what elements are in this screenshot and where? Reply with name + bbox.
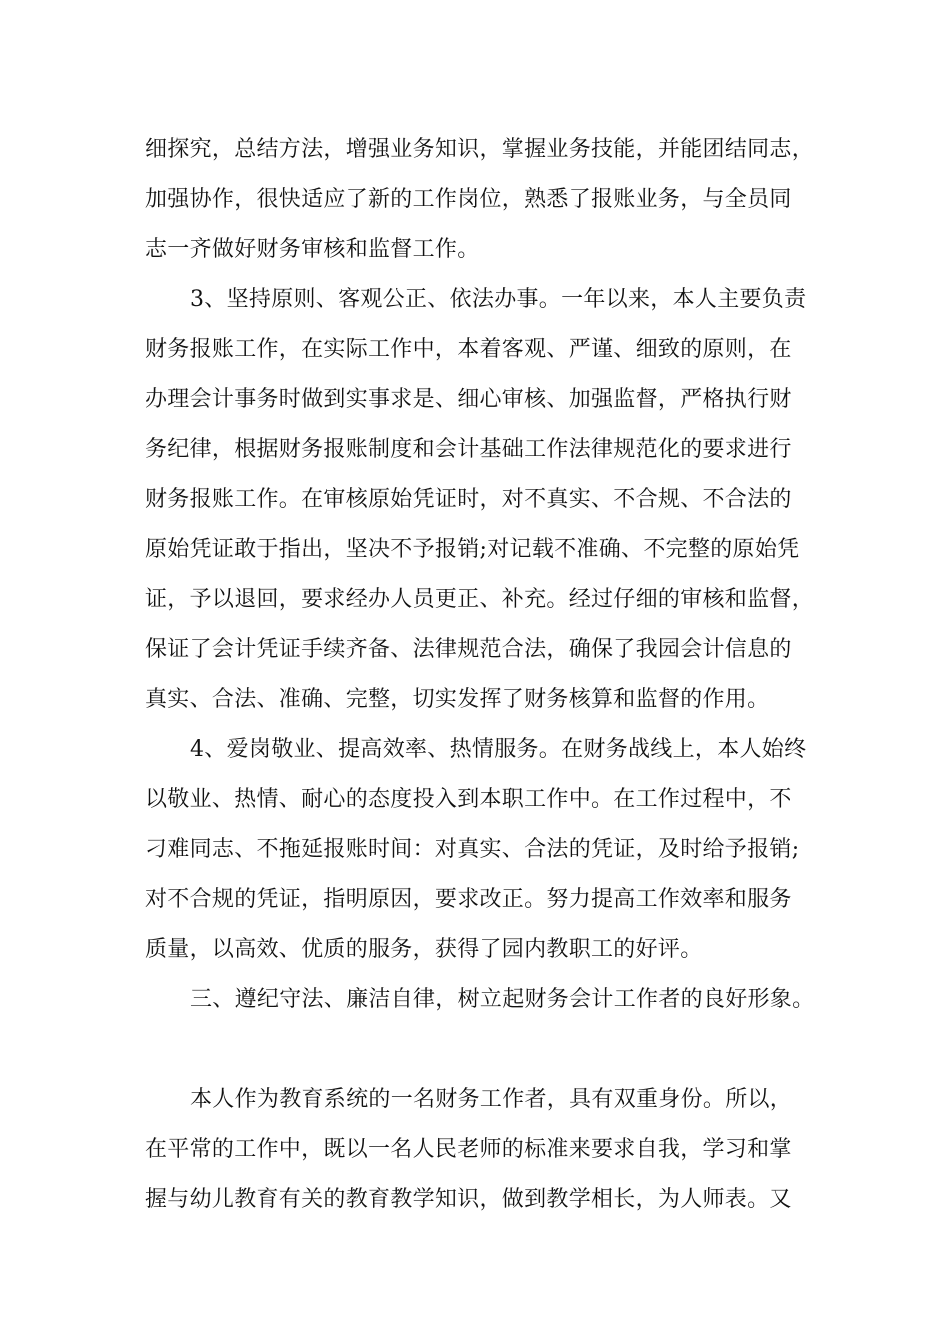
text-line: 握与幼儿教育有关的教育教学知识，做到教学相长，为人师表。又 <box>145 1187 792 1212</box>
text-line: 真实、合法、准确、完整，切实发挥了财务核算和监督的作用。 <box>145 687 770 712</box>
section-heading: 三、遵纪守法、廉洁自律，树立起财务会计工作者的良好形象。 <box>190 987 815 1012</box>
text-line: 务纪律，根据财务报账制度和会计基础工作法律规范化的要求进行 <box>145 437 792 462</box>
paragraph-start: 本人作为教育系统的一名财务工作者，具有双重身份。所以， <box>190 1087 793 1112</box>
text-line: 财务报账工作。在审核原始凭证时，对不真实、不合规、不合法的 <box>145 487 792 512</box>
text-line: 加强协作，很快适应了新的工作岗位，熟悉了报账业务，与全员同 <box>145 187 792 212</box>
text-line: 对不合规的凭证，指明原因，要求改正。努力提高工作效率和服务 <box>145 887 792 912</box>
text-line: 志一齐做好财务审核和监督工作。 <box>145 237 480 262</box>
text-line: 在平常的工作中，既以一名人民老师的标准来要求自我，学习和掌 <box>145 1137 792 1162</box>
text-line: 质量，以高效、优质的服务，获得了园内教职工的好评。 <box>145 937 703 962</box>
text-line: 保证了会计凭证手续齐备、法律规范合法，确保了我园会计信息的 <box>145 637 792 662</box>
text-line: 刁难同志、不拖延报账时间：对真实、合法的凭证，及时给予报销; <box>145 837 800 862</box>
text-line: 以敬业、热情、耐心的态度投入到本职工作中。在工作过程中，不 <box>145 787 792 812</box>
paragraph-3-start: 3、坚持原则、客观公正、依法办事。一年以来，本人主要负责 <box>190 287 807 312</box>
text-line: 办理会计事务时做到实事求是、细心审核、加强监督，严格执行财 <box>145 387 792 412</box>
text-line: 细探究，总结方法，增强业务知识，掌握业务技能，并能团结同志， <box>145 137 815 162</box>
text-line: 原始凭证敢于指出，坚决不予报销;对记载不准确、不完整的原始凭 <box>145 537 800 562</box>
paragraph-4-start: 4、爱岗敬业、提高效率、热情服务。在财务战线上，本人始终 <box>190 737 807 762</box>
text-line: 证，予以退回，要求经办人员更正、补充。经过仔细的审核和监督， <box>145 587 815 612</box>
text-line: 财务报账工作，在实际工作中，本着客观、严谨、细致的原则，在 <box>145 337 792 362</box>
